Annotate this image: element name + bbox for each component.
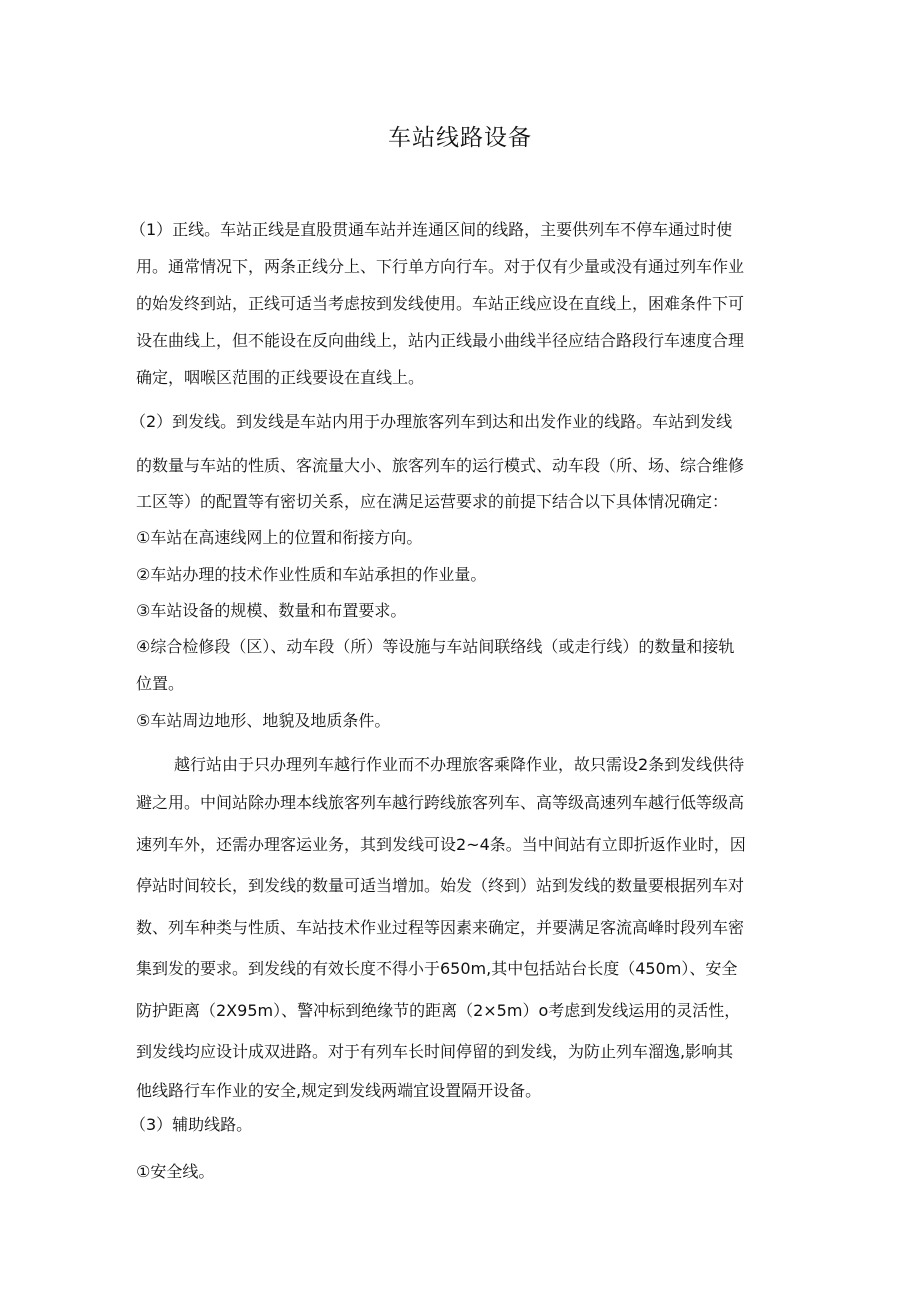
- paragraph-line: （1）正线。车站正线是直股贯通车站并连通区间的线路，主要供列车不停车通过时使: [130, 220, 733, 239]
- list-item: ③车站设备的规模、数量和布置要求。: [136, 601, 407, 620]
- section-heading: （3）辅助线路。: [130, 1115, 253, 1134]
- paragraph-line: 的始发终到站，正线可适当考虑按到发线使用。车站正线应设在直线上，困难条件下可: [136, 294, 745, 313]
- paragraph-line: 越行站由于只办理列车越行作业而不办理旅客乘降作业，故只需设2条到发线供待: [174, 755, 745, 774]
- list-item: ④综合检修段（区）、动车段（所）等设施与车站间联络线（或走行线）的数量和接轨: [136, 637, 735, 656]
- document-title: 车站线路设备: [388, 125, 532, 151]
- paragraph-line: 确定，咽喉区范围的正线要设在直线上。: [136, 368, 425, 387]
- paragraph-line: 到发线均应设计成双进路。对于有列车长时间停留的到发线，为防止列车溜逸,影响其: [136, 1042, 734, 1061]
- paragraph-line: 设在曲线上，但不能设在反向曲线上，站内正线最小曲线半径应结合路段行车速度合理: [136, 331, 745, 350]
- paragraph-line: 速列车外，还需办理客运业务，其到发线可设2~4条。当中间站有立即折返作业时，因: [136, 835, 746, 854]
- list-item-continuation: 位置。: [136, 674, 185, 693]
- paragraph-line: （2）到发线。到发线是车站内用于办理旅客列车到达和出发作业的线路。车站到发线: [130, 412, 733, 431]
- list-item: ①车站在高速线网上的位置和衔接方向。: [136, 528, 423, 547]
- paragraph-line: 的数量与车站的性质、客流量大小、旅客列车的运行模式、动车段（所、场、综合维修: [136, 456, 745, 475]
- paragraph-line: 工区等）的配置等有密切关系，应在满足运营要求的前提下结合以下具体情况确定：: [136, 492, 729, 511]
- list-item: ②车站办理的技术作业性质和车站承担的作业量。: [136, 565, 487, 584]
- paragraph-line: 停站时间较长，到发线的数量可适当增加。始发（终到）站到发线的数量要根据列车对: [136, 876, 745, 895]
- paragraph-line: 集到发的要求。到发线的有效长度不得小于650m,其中包括站台长度（450m）、安全: [136, 959, 738, 978]
- paragraph-line: 数、列车种类与性质、车站技术作业过程等因素来确定，并要满足客流高峰时段列车密: [136, 918, 745, 937]
- paragraph-line: 他线路行车作业的安全,规定到发线两端宜设置隔开设备。: [136, 1081, 542, 1100]
- paragraph-line: 用。通常情况下，两条正线分上、下行单方向行车。对于仅有少量或没有通过列车作业: [136, 257, 745, 276]
- list-item: ①安全线。: [136, 1162, 215, 1181]
- list-item: ⑤车站周边地形、地貌及地质条件。: [136, 711, 391, 730]
- paragraph-line: 防护距离（2X95m）、警冲标到绝缘节的距离（2×5m）o考虑到发线运用的灵活性，: [136, 1001, 741, 1020]
- paragraph-line: 避之用。中间站除办理本线旅客列车越行跨线旅客列车、高等级高速列车越行低等级高: [136, 793, 745, 812]
